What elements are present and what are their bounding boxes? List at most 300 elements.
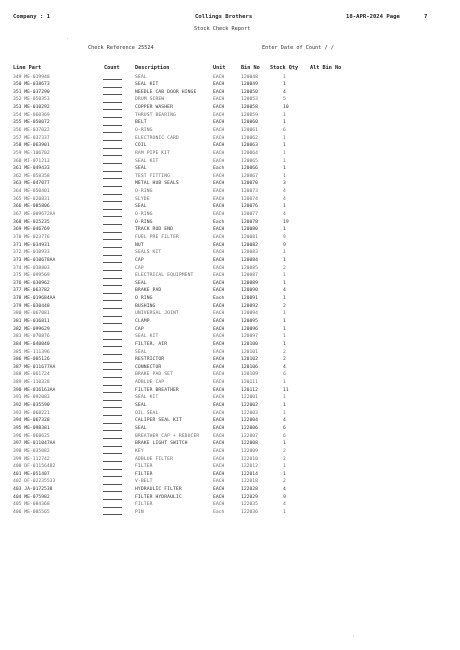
description: V-BELT: [135, 479, 153, 485]
bin-number: 122001: [241, 395, 258, 401]
bin-number: 122007: [241, 433, 258, 439]
description: CALIPER SEAL KIT: [135, 418, 182, 424]
bin-number: 120078: [241, 219, 258, 225]
description: CAP: [135, 257, 144, 263]
stock-quantity: 2: [283, 265, 286, 271]
bin-number: 120061: [241, 127, 258, 133]
count-entry-line[interactable]: [103, 216, 122, 217]
bin-number: 120058: [241, 105, 258, 111]
description: BELT: [135, 120, 147, 126]
count-entry-line[interactable]: [103, 155, 122, 156]
count-entry-line[interactable]: [103, 499, 122, 500]
count-entry-line[interactable]: [103, 438, 122, 439]
table-row: [0, 226, 460, 234]
bin-number: 120073: [241, 189, 258, 195]
bin-number: 120080: [241, 227, 258, 233]
description: SEAL KIT: [135, 334, 159, 340]
unit: EACH: [213, 425, 225, 431]
count-entry-line[interactable]: [103, 262, 122, 263]
unit: EACH: [213, 265, 225, 271]
count-entry-line[interactable]: [103, 255, 122, 256]
bin-number: 120111: [241, 380, 258, 386]
table-row: [0, 425, 460, 433]
description: SEAL KIT: [135, 158, 159, 164]
stock-quantity: 9: [283, 234, 286, 240]
part-number: 369 ME-046769: [13, 227, 50, 233]
part-number: 398 ME-035082: [13, 448, 50, 454]
table-row: [0, 387, 460, 395]
unit: EACH: [213, 196, 225, 202]
stock-quantity: 1: [283, 410, 286, 416]
col-bin-no: Bin No: [241, 65, 260, 71]
table-row: [0, 364, 460, 372]
part-number: 405 ME-084368: [13, 502, 50, 508]
table-row: [0, 463, 460, 471]
part-number: 372 ME-010933: [13, 250, 50, 256]
part-number: 374 ME-038803: [13, 265, 50, 271]
unit: EACH: [213, 357, 225, 363]
bin-number: 120092: [241, 303, 258, 309]
unit: EACH: [213, 82, 225, 88]
count-entry-line[interactable]: [103, 209, 122, 210]
count-entry-line[interactable]: [103, 270, 122, 271]
description: COIL: [135, 143, 147, 149]
part-number: 370 ME-023776: [13, 234, 50, 240]
part-number: 391 ME-092083: [13, 395, 50, 401]
count-entry-line[interactable]: [103, 178, 122, 179]
count-entry-line[interactable]: [103, 308, 122, 309]
count-entry-line[interactable]: [103, 293, 122, 294]
table-row: [0, 196, 460, 204]
count-entry-line[interactable]: [103, 132, 122, 133]
part-number: 354 ME-060369: [13, 112, 50, 118]
stock-quantity: 2: [283, 349, 286, 355]
stock-quantity: 1: [283, 464, 286, 470]
part-number: 358 ME-063901: [13, 143, 50, 149]
stock-quantity: 10: [283, 105, 289, 111]
count-entry-line[interactable]: [103, 148, 122, 149]
bin-number: 120081: [241, 234, 258, 240]
table-row: [0, 272, 460, 280]
bin-number: 120094: [241, 311, 258, 317]
unit: EACH: [213, 135, 225, 141]
check-reference: Check Reference 25524: [88, 45, 154, 51]
description: BUSHING: [135, 303, 156, 309]
unit: EACH: [213, 74, 225, 80]
table-row: [0, 173, 460, 181]
bin-number: 120066: [241, 166, 258, 172]
stock-quantity: 1: [283, 120, 286, 126]
stock-quantity: 1: [283, 250, 286, 256]
part-number: 395 ME-098381: [13, 425, 50, 431]
scan-mark: .: [66, 35, 70, 41]
bin-number: 120063: [241, 143, 258, 149]
count-entry-line[interactable]: [103, 163, 122, 164]
part-number: 352 ME-050353: [13, 97, 50, 103]
stock-quantity: 1: [283, 166, 286, 172]
count-entry-line[interactable]: [103, 415, 122, 416]
bin-number: 122004: [241, 418, 258, 424]
stock-quantity: 6: [283, 425, 286, 431]
table-row: [0, 188, 460, 196]
description: SEAL KIT: [135, 82, 159, 88]
unit: EACH: [213, 189, 225, 195]
table-row: [0, 440, 460, 448]
stock-quantity: 1: [283, 395, 286, 401]
description: RESTRICTOR: [135, 357, 165, 363]
stock-quantity: 9: [283, 242, 286, 248]
count-entry-line[interactable]: [103, 140, 122, 141]
description: HYDRAULIC FILTER: [135, 487, 182, 493]
bin-number: 120062: [241, 135, 258, 141]
part-number: 399 ME-112742: [13, 456, 50, 462]
stock-quantity: 5: [283, 97, 286, 103]
stock-quantity: 1: [283, 204, 286, 210]
count-entry-line[interactable]: [103, 430, 122, 431]
bin-number: 120101: [241, 349, 258, 355]
table-row: [0, 371, 460, 379]
page-number: 7: [424, 14, 428, 20]
description: ADBLUE FILTER: [135, 456, 173, 462]
stock-quantity: 4: [283, 502, 286, 508]
col-description: Description: [135, 65, 170, 71]
count-entry-line[interactable]: [103, 453, 122, 454]
unit: EACH: [213, 227, 225, 233]
description: SEAL: [135, 403, 147, 409]
description: CLAMP: [135, 319, 150, 324]
table-row: [0, 456, 460, 464]
bin-number: 120048: [241, 74, 258, 80]
bin-number: 120077: [241, 212, 258, 218]
part-number: 350 ME-038673: [13, 82, 50, 88]
count-entry-line[interactable]: [103, 362, 122, 363]
unit: EACH: [213, 303, 225, 309]
table-row: [0, 333, 460, 341]
description: UNIVERSAL JOINT: [135, 311, 179, 317]
stock-quantity: 1: [283, 311, 286, 317]
stock-quantity: 1: [283, 441, 286, 447]
count-entry-line[interactable]: [103, 224, 122, 225]
stock-quantity: 1: [283, 280, 286, 286]
count-entry-line[interactable]: [103, 514, 122, 515]
stock-quantity: 2: [283, 479, 286, 485]
part-number: 385 ME-111396: [13, 349, 50, 355]
count-entry-line[interactable]: [103, 476, 122, 477]
description: O-RING: [135, 127, 153, 133]
part-number: 379 ME-030448: [13, 303, 50, 309]
count-entry-line[interactable]: [103, 469, 122, 470]
description: BRAKE PAD: [135, 288, 162, 294]
unit: EACH: [213, 319, 225, 324]
table-row: [0, 318, 460, 326]
description: FILTER: [135, 502, 153, 508]
unit: EACH: [213, 494, 225, 500]
part-number: 362 ME-058358: [13, 173, 50, 179]
unit: EACH: [213, 433, 225, 439]
table-row: [0, 326, 460, 334]
description: NUT: [135, 242, 144, 248]
unit: EACH: [213, 418, 225, 424]
unit: EACH: [213, 441, 225, 447]
count-entry-line[interactable]: [103, 339, 122, 340]
table-row: [0, 394, 460, 402]
stock-quantity: 2: [283, 357, 286, 363]
unit: EACH: [213, 395, 225, 401]
part-number: 392 ME-035590: [13, 403, 50, 409]
table-row: [0, 142, 460, 150]
count-entry-line[interactable]: [103, 109, 122, 110]
count-entry-line[interactable]: [103, 491, 122, 492]
col-stock-qty: Stock Qty: [270, 65, 299, 71]
part-number: 403 JA-0172538: [13, 487, 53, 493]
bin-number: 122009: [241, 448, 258, 454]
count-entry-line[interactable]: [103, 392, 122, 393]
count-entry-line[interactable]: [103, 300, 122, 301]
table-row: [0, 303, 460, 311]
table-row: [0, 501, 460, 509]
count-entry-line[interactable]: [103, 171, 122, 172]
table-row: [0, 165, 460, 173]
table-row: [0, 356, 460, 364]
count-entry-line[interactable]: [103, 117, 122, 118]
description: NEEDLE CAB DOOR HINGE: [135, 89, 197, 95]
part-number: 359 ME-106702: [13, 150, 50, 156]
description: DRUM SCREW: [135, 97, 165, 103]
count-entry-line[interactable]: [103, 232, 122, 233]
table-row: [0, 242, 460, 250]
stock-quantity: 1: [283, 150, 286, 156]
unit: EACH: [213, 471, 225, 477]
table-row: [0, 410, 460, 418]
count-entry-line[interactable]: [103, 507, 122, 508]
bin-number: 120090: [241, 288, 258, 294]
table-row: [0, 74, 460, 82]
table-row: [0, 150, 460, 158]
stock-quantity: 2: [283, 448, 286, 454]
date-page: 18-APR-2024 Page: [346, 14, 400, 20]
part-number: 351 ME-037290: [13, 89, 50, 95]
stock-quantity: 1: [283, 319, 286, 324]
stock-quantity: 1: [283, 510, 286, 516]
description: TEST FITTING: [135, 173, 171, 179]
table-row: [0, 234, 460, 242]
bin-number: 120109: [241, 372, 258, 378]
table-row: [0, 257, 460, 265]
stock-quantity: 4: [283, 418, 286, 424]
bin-number: 122012: [241, 464, 258, 470]
unit: EACH: [213, 204, 225, 210]
stock-quantity: 1: [283, 380, 286, 386]
count-entry-line[interactable]: [103, 461, 122, 462]
bin-number: 120112: [241, 387, 258, 393]
unit: EACH: [213, 502, 225, 508]
count-entry-line[interactable]: [103, 369, 122, 370]
part-number: 388 ME-061724: [13, 372, 50, 378]
count-entry-line[interactable]: [103, 285, 122, 286]
part-number: 360 MI-071213: [13, 158, 50, 164]
count-entry-line[interactable]: [103, 102, 122, 103]
bin-number: 120059: [241, 112, 258, 118]
count-entry-line[interactable]: [103, 407, 122, 408]
count-entry-line[interactable]: [103, 94, 122, 95]
count-entry-line[interactable]: [103, 331, 122, 332]
stock-quantity: 19: [283, 219, 289, 225]
stock-quantity: 1: [283, 143, 286, 149]
part-number: 349 ME-019948: [13, 74, 50, 80]
count-entry-line[interactable]: [103, 400, 122, 401]
unit: EACH: [213, 105, 225, 111]
part-number: 386 ME-005126: [13, 357, 50, 363]
count-entry-line[interactable]: [103, 377, 122, 378]
company-label: Company : 1: [13, 14, 51, 20]
stock-quantity: 1: [283, 135, 286, 141]
corner-mark: .: [352, 632, 356, 638]
description: KEY: [135, 448, 144, 454]
description: TRACK ROD END: [135, 227, 173, 233]
unit: EACH: [213, 364, 225, 370]
stock-quantity: 1: [283, 74, 286, 80]
stock-quantity: 1: [283, 173, 286, 179]
part-number: 361 ME-049433: [13, 166, 50, 172]
count-entry-line[interactable]: [103, 239, 122, 240]
unit: EACH: [213, 181, 225, 187]
stock-quantity: 9: [283, 494, 286, 500]
unit: EACH: [213, 349, 225, 355]
unit: EACH: [213, 403, 225, 409]
unit: EACH: [213, 158, 225, 164]
description: O-RING: [135, 212, 153, 218]
part-number: 400 DF-01156482: [13, 464, 56, 470]
table-row: [0, 81, 460, 89]
unit: EACH: [213, 372, 225, 378]
unit: Each: [213, 510, 225, 516]
description: SEALS KIT: [135, 250, 162, 256]
stock-quantity: 1: [283, 112, 286, 118]
description: METAL HUB SEALS: [135, 181, 179, 187]
part-number: 381 ME-016811: [13, 319, 50, 324]
table-row: [0, 211, 460, 219]
part-number: 404 ME-075982: [13, 494, 50, 500]
count-entry-line[interactable]: [103, 87, 122, 88]
description: CAP: [135, 265, 144, 271]
unit: Each: [213, 166, 225, 172]
part-number: 396 ME-068625: [13, 433, 50, 439]
description: SLYDE: [135, 196, 150, 202]
count-entry-line[interactable]: [103, 423, 122, 424]
count-entry-line[interactable]: [103, 316, 122, 317]
count-entry-line[interactable]: [103, 446, 122, 447]
table-row: [0, 249, 460, 257]
part-number: 393 ME-068221: [13, 410, 50, 416]
count-entry-line[interactable]: [103, 79, 122, 80]
stock-quantity: 4: [283, 89, 286, 95]
bin-number: 120100: [241, 341, 258, 347]
stock-quantity: 2: [283, 303, 286, 309]
report-title: Stock Check Report: [194, 26, 251, 32]
count-entry-line[interactable]: [103, 201, 122, 202]
unit: EACH: [213, 334, 225, 340]
count-entry-line[interactable]: [103, 323, 122, 324]
stock-quantity: 1: [283, 326, 286, 332]
unit: EACH: [213, 150, 225, 156]
bin-number: 120096: [241, 326, 258, 332]
bin-number: 120067: [241, 173, 258, 179]
table-row: [0, 402, 460, 410]
count-entry-line[interactable]: [103, 247, 122, 248]
stock-quantity: 4: [283, 364, 286, 370]
description: BRAKE LIGHT SWITCH: [135, 441, 188, 447]
count-entry-line[interactable]: [103, 346, 122, 347]
count-entry-line[interactable]: [103, 385, 122, 386]
unit: EACH: [213, 380, 225, 386]
count-entry-line[interactable]: [103, 194, 122, 195]
count-date-prompt: Enter Date of Count / /: [262, 45, 334, 51]
part-number: 389 ME-110328: [13, 380, 50, 386]
unit: EACH: [213, 173, 225, 179]
part-number: 394 ME-067328: [13, 418, 50, 424]
count-entry-line[interactable]: [103, 125, 122, 126]
description: FILTER: [135, 464, 153, 470]
stock-quantity: 1: [283, 82, 286, 88]
stock-quantity: 4: [283, 487, 286, 493]
description: SEAL: [135, 166, 147, 172]
table-row: [0, 379, 460, 387]
part-number: 368 ME-025235: [13, 219, 50, 225]
part-number: 375 ME-099569: [13, 273, 50, 279]
stock-quantity: 1: [283, 334, 286, 340]
unit: EACH: [213, 250, 225, 256]
stock-quantity: 1: [283, 403, 286, 409]
unit: EACH: [213, 448, 225, 454]
part-number: 406 ME-085565: [13, 510, 50, 516]
description: FILTER BREATHER: [135, 387, 179, 393]
stock-quantity: 1: [283, 273, 286, 279]
bin-number: 122006: [241, 425, 258, 431]
description: RAM PIPE KIT: [135, 150, 171, 156]
bin-number: 120106: [241, 364, 258, 370]
stock-quantity: 4: [283, 196, 286, 202]
table-row: [0, 310, 460, 318]
count-entry-line[interactable]: [103, 354, 122, 355]
unit: EACH: [213, 487, 225, 493]
table-row: [0, 203, 460, 211]
unit: EACH: [213, 257, 225, 263]
part-number: 373 ME-010678AA: [13, 257, 56, 263]
bin-number: 120089: [241, 280, 258, 286]
description: SEAL KIT: [135, 395, 159, 401]
count-entry-line[interactable]: [103, 484, 122, 485]
description: O-RING: [135, 189, 153, 195]
bin-number: 120083: [241, 250, 258, 256]
table-row: [0, 509, 460, 517]
table-row: [0, 265, 460, 273]
bin-number: 120050: [241, 89, 258, 95]
unit: EACH: [213, 456, 225, 462]
stock-table: [0, 74, 460, 517]
table-row: [0, 112, 460, 120]
count-entry-line[interactable]: [103, 278, 122, 279]
part-number: 397 ME-011047AA: [13, 441, 56, 447]
description: FILTER HYDRAULIC: [135, 494, 182, 500]
unit: EACH: [213, 479, 225, 485]
count-entry-line[interactable]: [103, 186, 122, 187]
table-row: [0, 417, 460, 425]
bin-number: 122008: [241, 441, 258, 447]
col-line-part: Line Part: [13, 65, 42, 71]
part-number: 387 ME-011677AA: [13, 364, 56, 370]
unit: EACH: [213, 97, 225, 103]
unit: EACH: [213, 311, 225, 317]
